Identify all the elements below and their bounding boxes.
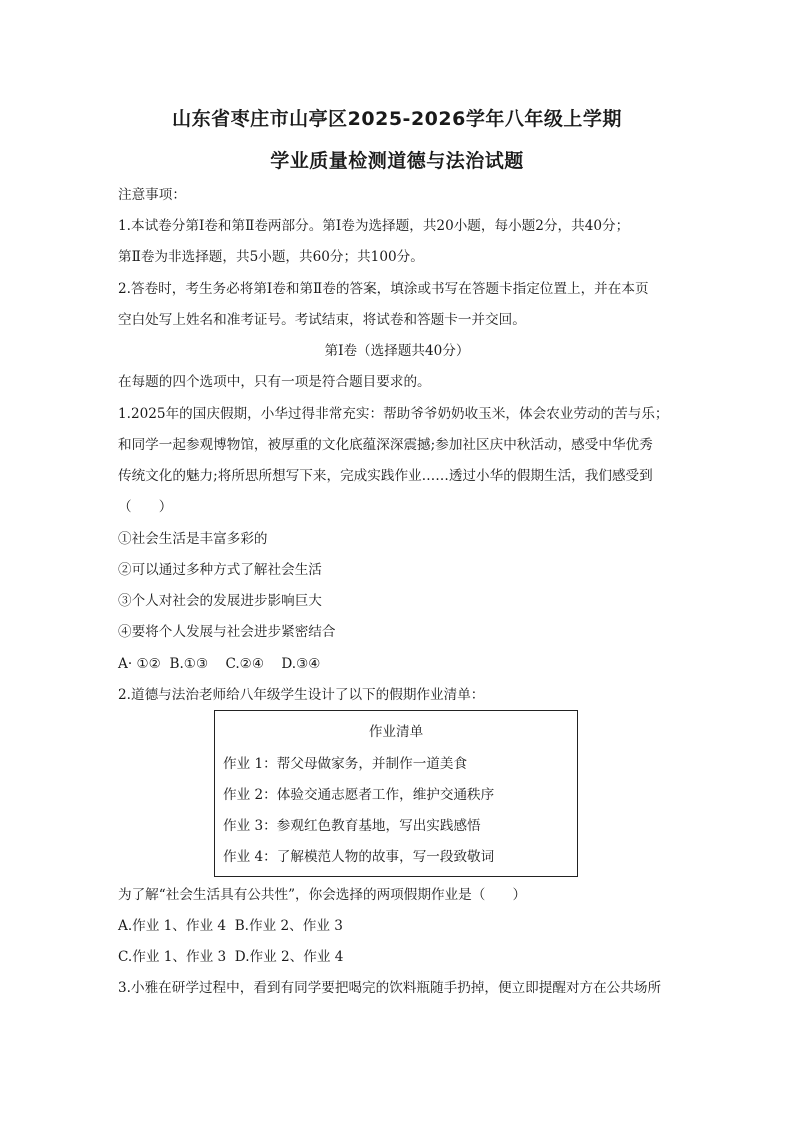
q2-choices-ab: A.作业 1、作业 4 B.作业 2、作业 3 bbox=[118, 918, 343, 934]
section1-instruction: 在每题的四个选项中，只有一项是符合题目要求的。 bbox=[118, 374, 431, 390]
homework-list-title: 作业清单 bbox=[368, 724, 424, 740]
q1-option-4: ④要将个人发展与社会进步紧密结合 bbox=[118, 624, 336, 640]
notice-item1-line2: 第Ⅱ卷为非选择题，共5小题，共60分；共100分。 bbox=[118, 249, 424, 265]
q1-stem-line3: 传统文化的魅力;将所思所想写下来，完成实践作业……透过小华的假期生活，我们感受到 bbox=[118, 468, 653, 484]
notice-item2-line2: 空白处写上姓名和准考证号。考试结束，将试卷和答题卡一并交回。 bbox=[118, 312, 526, 328]
homework-item-3: 作业 3：参观红色教育基地，写出实践感悟 bbox=[223, 818, 481, 834]
q1-stem-line1: 1.2025年的国庆假期，小华过得非常充实：帮助爷爷奶奶收玉米，体会农业劳动的苦与乐； bbox=[118, 406, 669, 422]
section1-heading: 第Ⅰ卷（选择题共40分） bbox=[324, 343, 470, 359]
q1-option-1: ①社会生活是丰富多彩的 bbox=[118, 531, 268, 547]
homework-item-2: 作业 2：体验交通志愿者工作，维护交通秩序 bbox=[223, 787, 495, 803]
homework-list-box bbox=[214, 710, 578, 877]
q2-question: 为了解“社会生活具有公共性”，你会选择的两项假期作业是（ ） bbox=[118, 887, 527, 903]
q1-choices: A· ①② B.①③ C.②④ D.③④ bbox=[118, 656, 321, 672]
q1-option-2: ②可以通过多种方式了解社会生活 bbox=[118, 562, 322, 578]
exam-title-line1: 山东省枣庄市山亭区2025-2026学年八年级上学期 bbox=[172, 108, 622, 130]
q1-answer-bracket: （ ） bbox=[118, 499, 173, 515]
q3-stem-line1: 3.小雅在研学过程中，看到有同学要把喝完的饮料瓶随手扔掉，便立即提醒对方在公共场所 bbox=[118, 980, 662, 996]
q2-stem: 2.道德与法治老师给八年级学生设计了以下的假期作业清单： bbox=[118, 687, 485, 703]
q2-choices-cd: C.作业 1、作业 3 D.作业 2、作业 4 bbox=[118, 949, 344, 965]
homework-item-4: 作业 4：了解模范人物的故事，写一段致敬词 bbox=[223, 849, 495, 865]
q1-stem-line2: 和同学一起参观博物馆，被厚重的文化底蕴深深震撼;参加社区庆中秋活动，感受中华优秀 bbox=[118, 437, 653, 453]
notice-item1-line1: 1.本试卷分第Ⅰ卷和第Ⅱ卷两部分。第Ⅰ卷为选择题，共20小题，每小题2分，共40分； bbox=[118, 218, 630, 234]
notice-heading: 注意事项： bbox=[118, 187, 186, 203]
homework-item-1: 作业 1：帮父母做家务，并制作一道美食 bbox=[223, 756, 468, 772]
exam-title-line2: 学业质量检测道德与法治试题 bbox=[270, 150, 524, 172]
q1-option-3: ③个人对社会的发展进步影响巨大 bbox=[118, 593, 322, 609]
notice-item2-line1: 2.答卷时，考生务必将第Ⅰ卷和第Ⅱ卷的答案，填涂或书写在答题卡指定位置上，并在本页 bbox=[118, 281, 649, 297]
